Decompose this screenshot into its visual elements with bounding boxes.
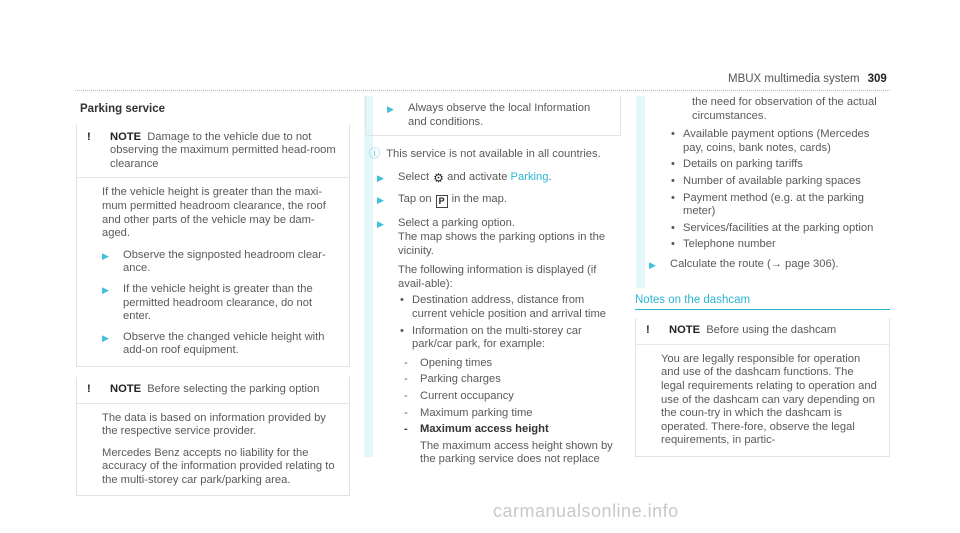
step-text: The following information is displayed (if avail-able): (398, 264, 597, 290)
arrow-icon: ▶ (377, 219, 384, 230)
note-paragraph: The data is based on information provided by the respective service provider. (102, 411, 326, 438)
step-text: Tap on (398, 193, 432, 206)
step (377, 217, 621, 467)
page-number: 309 (867, 73, 887, 85)
arrow-icon: ▶ (377, 172, 384, 183)
note-paragraph: Mercedes Benz accepts no liability for the accuracy of the information provided relating to the multi-storey car park/parking area. (102, 446, 335, 486)
header-title: MBUX multimedia system (728, 73, 860, 85)
arrow-icon: ▶ (102, 332, 109, 343)
note-header (636, 318, 889, 344)
column-2 (365, 96, 621, 474)
step (377, 193, 621, 208)
step (102, 331, 339, 358)
step-text: Observe the changed vehicle height with add-on roof equipment. (123, 330, 325, 357)
continued-text: the need for observation of the actual circumstances. (692, 96, 877, 122)
step-text: If the vehicle height is greater than the permitted headroom clearance, do not enter. (123, 282, 313, 323)
info-line (365, 148, 621, 162)
warning-icon: ! (646, 324, 650, 337)
bullet-list (635, 128, 890, 252)
section-title: Parking service (80, 103, 166, 115)
note-box-parking (76, 377, 350, 497)
step-text: Select (398, 170, 430, 183)
column-1 (76, 96, 350, 496)
step (102, 249, 339, 276)
page-header (728, 73, 887, 85)
step-text: Always observe the local Information and conditions. (408, 102, 591, 128)
list-item: • Information on the multi-storey car park/car park, for example: (398, 325, 621, 352)
note-text: Before using the dashcam (706, 324, 837, 337)
step-text: Select a parking option. (398, 217, 515, 230)
step (102, 283, 339, 324)
list-item: • Details on parking tariffs (669, 158, 890, 172)
arrow-icon: ▶ (387, 104, 394, 114)
header-rule (75, 90, 890, 91)
note-label: NOTE (669, 324, 701, 337)
note-text: Damage to the vehicle due to not observing the maximum permitted head-room clearance (110, 130, 336, 170)
section-heading: Notes on the dashcam (635, 294, 890, 311)
list-item: • Payment method (e.g. at the parking meter) (669, 192, 890, 219)
step-text: and activate (447, 170, 508, 183)
dash-item: - Parking charges (398, 373, 621, 387)
note-header (77, 125, 349, 178)
arrow-icon: ▶ (649, 259, 656, 270)
dash-item: - Current occupancy (398, 390, 621, 404)
parking-link[interactable]: Parking (510, 170, 549, 183)
warning-icon: ! (87, 130, 91, 143)
step (649, 258, 890, 272)
step-text: in the map. (451, 193, 507, 206)
column-3 (635, 96, 890, 457)
list-item: • Number of available parking spaces (669, 175, 890, 189)
note-header (77, 377, 349, 403)
arrow-icon: ▶ (377, 195, 384, 206)
note-body (77, 403, 349, 496)
dash-item: - Maximum access height (398, 423, 621, 437)
note-body (77, 177, 349, 366)
note-body (636, 344, 889, 456)
list-item: • Available payment options (Mercedes pay, coins, bank notes, cards) (669, 128, 890, 155)
step (387, 102, 610, 129)
gear-icon: ⚙ (433, 170, 444, 185)
watermark: carmanualsonline.info (493, 501, 679, 521)
list-item: • Services/facilities at the parking option (669, 222, 890, 236)
dash-item: - Opening times (398, 357, 621, 371)
list-item: • Destination address, distance from current vehicle position and arrival time (398, 294, 621, 321)
note-paragraph: You are legally responsible for operation and use of the dashcam functions. The legal requirements relating to operation and use of the dashcam can vary depending on the coun-try in which the dashcam is operated. There-fore, observe the legal requirements, in partic- (661, 352, 877, 447)
note-text: Before selecting the parking option (147, 382, 320, 395)
note-box-damage (76, 125, 350, 367)
dash-text: The maximum access height shown by the parking service does not replace (420, 439, 613, 466)
note-label: NOTE (110, 382, 142, 395)
list-item: • Telephone number (669, 238, 890, 252)
note-paragraph: If the vehicle height is greater than the maxi-mum permitted headroom clearance, the roof and other parts of the vehicle may be dam-aged. (102, 186, 326, 240)
arrow-icon: ▶ (102, 250, 109, 261)
warning-icon: ! (87, 382, 91, 395)
info-icon: ⓘ (369, 148, 381, 161)
step-text: The map shows the parking options in the vicinity. (398, 230, 606, 257)
info-text: This service is not available in all countries. (386, 148, 601, 161)
continued-box (365, 96, 621, 136)
step-text: Calculate the route (→ page 306). (670, 257, 839, 270)
step: ▶ Select ⚙ and activate Parking. (377, 170, 552, 185)
note-box-dashcam (635, 318, 890, 457)
dash-item: - Maximum parking time (398, 407, 621, 421)
parking-icon: P (436, 195, 448, 208)
step-text: Observe the signposted headroom clear-ance. (123, 248, 326, 275)
arrow-icon: ▶ (102, 284, 109, 295)
note-label: NOTE (110, 130, 142, 143)
